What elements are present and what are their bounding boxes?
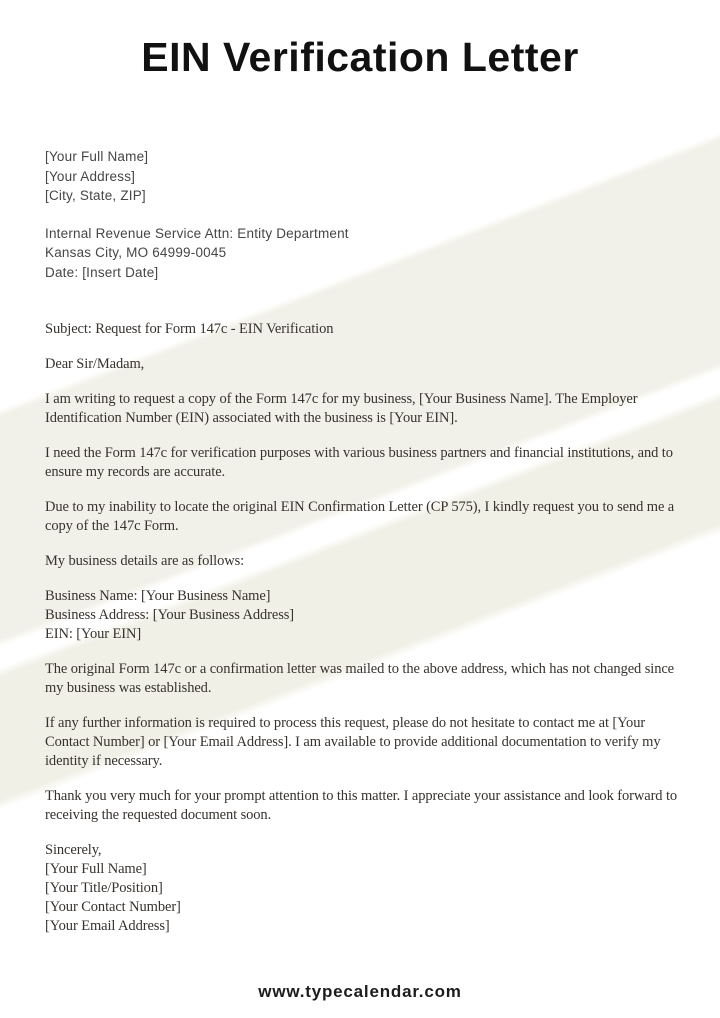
signature-block (45, 841, 685, 936)
paragraph-original-mailed: The original Form 147c or a confirmation letter was mailed to the above address, which has not changed since my business was established. (45, 661, 675, 697)
paragraph-need-form: I need the Form 147c for verification purposes with various business partners and financial institutions, and to ensure my records are accurate. (45, 445, 673, 481)
recipient-line-city: Kansas City, MO 64999-0045 (45, 245, 227, 261)
subject-line: Subject: Request for Form 147c - EIN Verification (45, 321, 334, 338)
paragraph-request-copy: I am writing to request a copy of the Form 147c for my business, [Your Business Name]. The Employer Identification Number (EIN) associated with the business is [Your EIN]. (45, 391, 638, 427)
detail-line-business-address: Business Address: [Your Business Address] (45, 607, 295, 624)
sender-line-name: [Your Full Name] (45, 149, 149, 165)
sender-line-city-state-zip: [City, State, ZIP] (45, 188, 146, 204)
paragraph-details-intro: My business details are as follows: (45, 553, 245, 570)
paragraph-thank-you: Thank you very much for your prompt attention to this matter. I appreciate your assistance and look forward to receiving the requested document soon. (45, 788, 678, 824)
sender-line-address: [Your Address] (45, 168, 136, 184)
sender-block (45, 147, 720, 206)
recipient-line-date: Date: [Insert Date] (45, 264, 159, 280)
signature-line-name: [Your Full Name] (45, 861, 147, 878)
recipient-line-agency: Internal Revenue Service Attn: Entity Department (45, 225, 349, 241)
detail-line-ein: EIN: [Your EIN] (45, 626, 142, 643)
page-title: EIN Verification Letter (141, 34, 579, 80)
recipient-block (45, 224, 720, 283)
paragraph-further-information: If any further information is required to process this request, please do not hesitate to contact me at [Your Contact Number] or [Your Email Address]. I am available to provide additional documentation to verify my identity if necessary. (45, 715, 661, 770)
signature-line-contact: [Your Contact Number] (45, 899, 181, 916)
signature-line-title: [Your Title/Position] (45, 880, 163, 897)
footer-url: www.typecalendar.com (258, 982, 462, 1001)
closing-line: Sincerely, (45, 842, 102, 859)
letter-body (45, 320, 685, 936)
business-details-block (45, 587, 685, 644)
detail-line-business-name: Business Name: [Your Business Name] (45, 588, 271, 605)
salutation: Dear Sir/Madam, (45, 356, 145, 373)
signature-line-email: [Your Email Address] (45, 918, 170, 935)
paragraph-unable-locate: Due to my inability to locate the original EIN Confirmation Letter (CP 575), I kindly request you to send me a copy of the 147c Form. (45, 499, 675, 535)
